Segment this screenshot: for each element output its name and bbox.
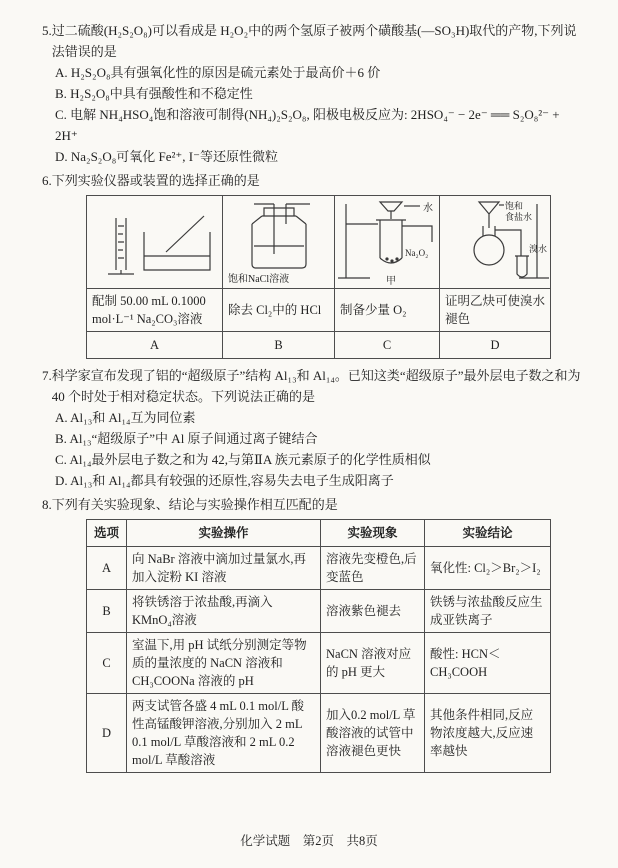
page-footer: 化学试题 第2页 共8页 bbox=[240, 834, 378, 848]
question-7-option-a: A. Al₁₃和 Al₁₄互为同位素 bbox=[55, 410, 196, 425]
saturated-brine-label-line2: 食盐水 bbox=[505, 212, 533, 222]
question-7-options bbox=[42, 407, 584, 491]
question-5-stem: 过二硫酸(H₂S₂O₈)可以看成是 H₂O₂中的两个氢原子被两个磺酸基(—SO₃H)取代的产物,下列说法错误的是 bbox=[51, 23, 577, 59]
apparatus-c-description: 制备少量 O₂ bbox=[335, 289, 440, 332]
apparatus-description-row bbox=[87, 289, 551, 332]
row-a-phenomenon: 溶液先变橙色,后变蓝色 bbox=[321, 547, 425, 590]
apparatus-a-description: 配制 50.00 mL 0.1000 mol·L⁻¹ Na₂CO₃溶液 bbox=[87, 289, 223, 332]
question-6-stem: 下列实验仪器或装置的选择正确的是 bbox=[51, 173, 260, 188]
question-8-stem: 下列有关实验现象、结论与实验操作相互匹配的是 bbox=[51, 497, 338, 512]
row-b-conclusion: 铁锈与浓盐酸反应生成亚铁离子 bbox=[425, 590, 551, 633]
apparatus-d-cell bbox=[440, 196, 551, 289]
water-label: 水 bbox=[423, 203, 433, 214]
acetylene-generator-setup-icon bbox=[441, 198, 549, 286]
row-c-conclusion: 酸性: HCN＜CH₃COOH bbox=[425, 633, 551, 694]
bromine-water-label: 溴水 bbox=[529, 244, 548, 254]
sodium-peroxide-label: Na₂O₂ bbox=[405, 248, 429, 258]
question-8-experiment-table bbox=[86, 519, 551, 773]
question-8-number: 8. bbox=[42, 497, 52, 512]
table-row bbox=[87, 590, 551, 633]
saturated-nacl-label: 饱和NaCl溶液 bbox=[227, 274, 289, 285]
row-b-operation: 将铁锈溶于浓盐酸,再滴入 KMnO₄溶液 bbox=[127, 590, 321, 633]
header-conclusion: 实验结论 bbox=[425, 520, 551, 547]
question-5-option-d: D. Na₂S₂O₈可氧化 Fe²⁺, I⁻等还原性微粒 bbox=[55, 149, 278, 164]
apparatus-b-cell bbox=[223, 196, 335, 289]
apparatus-b-description: 除去 Cl₂中的 HCl bbox=[223, 289, 335, 332]
table-row bbox=[87, 694, 551, 773]
row-c-phenomenon: NaCN 溶液对应的 pH 更大 bbox=[321, 633, 425, 694]
table-row bbox=[87, 547, 551, 590]
apparatus-letter-row bbox=[87, 332, 551, 359]
question-6-apparatus-table bbox=[86, 195, 551, 359]
apparatus-c-letter: C bbox=[335, 332, 440, 359]
question-7 bbox=[42, 365, 584, 491]
row-d-conclusion: 其他条件相同,反应物浓度越大,反应速率越快 bbox=[425, 694, 551, 773]
row-a-option: A bbox=[87, 547, 127, 590]
header-operation: 实验操作 bbox=[127, 520, 321, 547]
row-a-conclusion: 氧化性: Cl₂＞Br₂＞I₂ bbox=[425, 547, 551, 590]
question-6-number: 6. bbox=[42, 173, 52, 188]
question-5 bbox=[42, 20, 584, 167]
row-d-phenomenon: 加入0.2 mol/L 草酸溶液的试管中溶液褪色更快 bbox=[321, 694, 425, 773]
table-header-row bbox=[87, 520, 551, 547]
question-7-option-d: D. Al₁₃和 Al₁₄都具有较强的还原性,容易失去电子生成阳离子 bbox=[55, 473, 394, 488]
question-5-option-b: B. H₂S₂O₈中具有强酸性和不稳定性 bbox=[55, 86, 253, 101]
apparatus-b-letter: B bbox=[223, 332, 335, 359]
row-c-operation: 室温下,用 pH 试纸分别测定等物质的量浓度的 NaCN 溶液和 CH₃COONa 溶液的 pH bbox=[127, 633, 321, 694]
question-7-option-b: B. Al₁₃“超级原子”中 Al 原子间通过离子键结合 bbox=[55, 431, 318, 446]
apparatus-a-cell bbox=[87, 196, 223, 289]
row-d-operation: 两支试管各盛 4 mL 0.1 mol/L 酸性高锰酸钾溶液,分别加入 2 mL 0.1 mol/L 草酸溶液和 2 mL 0.2 mol/L 草酸溶液 bbox=[127, 694, 321, 773]
row-b-phenomenon: 溶液紫色褪去 bbox=[321, 590, 425, 633]
question-7-stem: 科学家宣布发现了铝的“超级原子”结构 Al₁₃和 Al₁₄。已知这类“超级原子”最外层电子数之和为 40 个时处于相对稳定状态。下列说法正确的是 bbox=[51, 368, 581, 404]
question-5-option-a: A. H₂S₂O₈具有强氧化性的原因是硫元素处于最高价＋6 价 bbox=[55, 65, 381, 80]
question-7-option-c: C. Al₁₄最外层电子数之和为 42,与第ⅡA 族元素原子的化学性质相似 bbox=[55, 452, 431, 467]
row-b-option: B bbox=[87, 590, 127, 633]
question-7-number: 7. bbox=[42, 368, 52, 383]
saturated-brine-label-line1: 饱和 bbox=[505, 201, 524, 211]
header-phenomenon: 实验现象 bbox=[321, 520, 425, 547]
apparatus-d-description: 证明乙炔可使溴水褪色 bbox=[440, 289, 551, 332]
question-5-options bbox=[42, 62, 584, 167]
table-row bbox=[87, 633, 551, 694]
apparatus-image-row bbox=[87, 196, 551, 289]
row-d-option: D bbox=[87, 694, 127, 773]
row-c-option: C bbox=[87, 633, 127, 694]
oxygen-preparation-setup-icon bbox=[336, 198, 438, 286]
apparatus-d-letter: D bbox=[440, 332, 551, 359]
graduated-cylinder-and-beaker-icon bbox=[92, 212, 218, 286]
question-5-option-c: C. 电解 NH₄HSO₄饱和溶液可制得(NH₄)₂S₂O₈, 阳极电极反应为: 2HSO₄⁻ − 2e⁻ ══ S₂O₈²⁻ + 2H⁺ bbox=[55, 107, 560, 143]
apparatus-c-cell bbox=[335, 196, 440, 289]
question-5-number: 5. bbox=[42, 23, 52, 38]
gas-washing-bottle-icon bbox=[226, 198, 332, 286]
header-option: 选项 bbox=[87, 520, 127, 547]
question-6 bbox=[42, 170, 584, 359]
apparatus-a-letter: A bbox=[87, 332, 223, 359]
question-8 bbox=[42, 494, 584, 773]
jia-label: 甲 bbox=[386, 276, 396, 286]
row-a-operation: 向 NaBr 溶液中滴加过量氯水,再加入淀粉 KI 溶液 bbox=[127, 547, 321, 590]
